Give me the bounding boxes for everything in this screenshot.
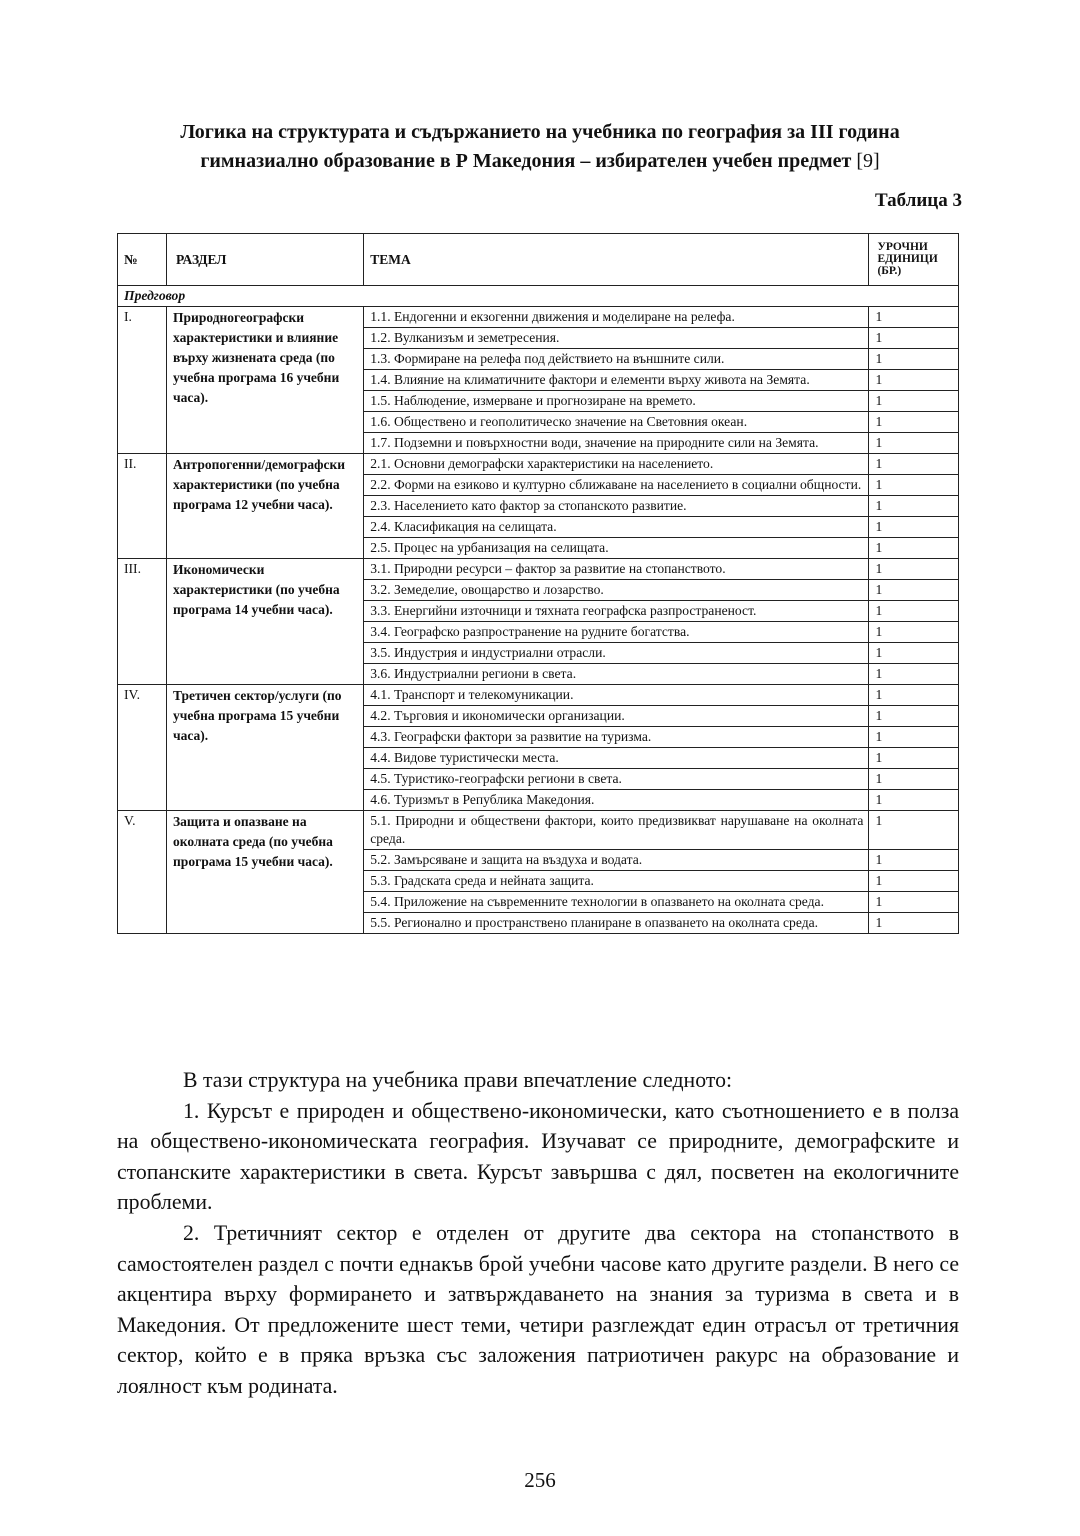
title-line-2 — [110, 147, 970, 176]
units-cell: 1 — [869, 496, 959, 517]
units-cell: 1 — [869, 307, 959, 328]
units-cell: 1 — [869, 748, 959, 769]
topic-cell: 4.2. Търговия и икономически организации. — [364, 706, 869, 727]
topic-cell: 5.4. Приложение на съвременните технологии в опазването на околната среда. — [364, 892, 869, 913]
table-row — [118, 811, 959, 850]
section-number: V. — [118, 811, 167, 934]
topic-cell: 5.3. Градската среда и нейната защита. — [364, 871, 869, 892]
topic-cell: 2.5. Процес на урбанизация на селищата. — [364, 538, 869, 559]
table-body — [118, 286, 959, 934]
preface-cell: Предговор — [118, 286, 959, 307]
topic-cell: 5.5. Регионално и пространствено планиране в опазването на околната среда. — [364, 913, 869, 934]
topic-cell: 5.1. Природни и обществени фактори, които предизвикват нарушаване на околната среда. — [364, 811, 869, 850]
units-cell: 1 — [869, 370, 959, 391]
section-number: III. — [118, 559, 167, 685]
units-cell: 1 — [869, 706, 959, 727]
header-section: РАЗДЕЛ — [167, 234, 364, 286]
section-title: Антропогенни/демографски характеристики (по учебна програма 12 учебни часа). — [167, 454, 364, 559]
curriculum-table — [117, 233, 959, 934]
units-cell: 1 — [869, 580, 959, 601]
units-cell: 1 — [869, 622, 959, 643]
topic-cell: 2.4. Класификация на селищата. — [364, 517, 869, 538]
body-text — [117, 1065, 959, 1402]
units-cell: 1 — [869, 559, 959, 580]
table-row — [118, 307, 959, 328]
topic-cell: 3.5. Индустрия и индустриални отрасли. — [364, 643, 869, 664]
topic-cell: 1.5. Наблюдение, измерване и прогнозиране на времето. — [364, 391, 869, 412]
table-row — [118, 454, 959, 475]
section-number: I. — [118, 307, 167, 454]
topic-cell: 5.2. Замърсяване и защита на въздуха и водата. — [364, 850, 869, 871]
topic-cell: 1.1. Ендогенни и екзогенни движения и моделиране на релефа. — [364, 307, 869, 328]
units-cell: 1 — [869, 349, 959, 370]
page-number: 256 — [524, 1468, 556, 1492]
units-cell: 1 — [869, 517, 959, 538]
topic-cell: 1.7. Подземни и повърхностни води, значение на природните сили на Земята. — [364, 433, 869, 454]
units-cell: 1 — [869, 391, 959, 412]
table-header-row — [118, 234, 959, 286]
section-title: Третичен сектор/услуги (по учебна програма 15 учебни часа). — [167, 685, 364, 811]
preface-row — [118, 286, 959, 307]
units-cell: 1 — [869, 433, 959, 454]
header-units: УРОЧНИ ЕДИНИЦИ (БР.) — [869, 234, 959, 286]
document-title — [110, 118, 970, 176]
units-cell: 1 — [869, 412, 959, 433]
paragraph-intro: В тази структура на учебника прави впечатление следното: — [183, 1068, 733, 1092]
topic-cell: 2.2. Форми на езиково и културно сближаване на населението в социални общности. — [364, 475, 869, 496]
section-title: Природногеографски характеристики и влияние върху жизнената среда (по учебна програма 16 учебни часа). — [167, 307, 364, 454]
topic-cell: 1.3. Формиране на релефа под действието на външните сили. — [364, 349, 869, 370]
table-label: Таблица 3 — [874, 190, 962, 211]
units-cell: 1 — [869, 913, 959, 934]
section-number: IV. — [118, 685, 167, 811]
paragraph-point-2: 2. Третичният сектор е отделен от другите два сектора на стопанството в самостоятелен раздел с почти еднакъв брой учебни часове като другите раздели. В него се акцентира върху формирането и затвърждаването на знания за туризма в света и в Македония. От предложените шест теми, четири разглеждат един отрасъл от третичния сектор, който е в пряка връзка със заложения патриотичен ракурс на образование и лоялност към родината. — [117, 1220, 959, 1398]
units-cell: 1 — [869, 328, 959, 349]
topic-cell: 3.6. Индустриални региони в света. — [364, 664, 869, 685]
topic-cell: 2.1. Основни демографски характеристики на населението. — [364, 454, 869, 475]
units-cell: 1 — [869, 538, 959, 559]
units-cell: 1 — [869, 454, 959, 475]
topic-cell: 2.3. Населението като фактор за стопанското развитие. — [364, 496, 869, 517]
title-line-1: Логика на структурата и съдържанието на учебника по география за III година — [180, 121, 900, 143]
units-cell: 1 — [869, 790, 959, 811]
title-line-2-text: гимназиално образование в Р Македония – избирателен учебен предмет — [200, 150, 852, 172]
paragraph-point-1: 1. Курсът е природен и обществено-икономически, като съотношението е в полза на обществено-икономическата география. Изучават се природните, демографските и стопанските характеристики в света. Курсът завършва с дял, посветен на екологичните проблеми. — [117, 1098, 959, 1215]
units-cell: 1 — [869, 475, 959, 496]
units-cell: 1 — [869, 727, 959, 748]
units-cell: 1 — [869, 643, 959, 664]
units-cell: 1 — [869, 685, 959, 706]
header-topic: ТЕМА — [364, 234, 869, 286]
topic-cell: 4.1. Транспорт и телекомуникации. — [364, 685, 869, 706]
topic-cell: 4.4. Видове туристически места. — [364, 748, 869, 769]
units-cell: 1 — [869, 769, 959, 790]
topic-cell: 4.6. Туризмът в Република Македония. — [364, 790, 869, 811]
units-cell: 1 — [869, 811, 959, 850]
header-number: № — [118, 234, 167, 286]
topic-cell: 4.5. Туристико-географски региони в света. — [364, 769, 869, 790]
title-reference: [9] — [856, 150, 880, 172]
section-title: Икономически характеристики (по учебна програма 14 учебни часа). — [167, 559, 364, 685]
topic-cell: 3.4. Географско разпространение на рудните богатства. — [364, 622, 869, 643]
topic-cell: 4.3. Географски фактори за развитие на туризма. — [364, 727, 869, 748]
units-cell: 1 — [869, 850, 959, 871]
topic-cell: 3.3. Енергийни източници и тяхната географска разпространеност. — [364, 601, 869, 622]
units-cell: 1 — [869, 601, 959, 622]
units-cell: 1 — [869, 664, 959, 685]
topic-cell: 1.6. Обществено и геополитическо значение на Световния океан. — [364, 412, 869, 433]
table-row — [118, 685, 959, 706]
section-title: Защита и опазване на околната среда (по учебна програма 15 учебни часа). — [167, 811, 364, 934]
units-cell: 1 — [869, 892, 959, 913]
topic-cell: 1.2. Вулканизъм и земетресения. — [364, 328, 869, 349]
topic-cell: 3.2. Земеделие, овощарство и лозарство. — [364, 580, 869, 601]
topic-cell: 3.1. Природни ресурси – фактор за развитие на стопанството. — [364, 559, 869, 580]
section-number: II. — [118, 454, 167, 559]
topic-cell: 1.4. Влияние на климатичните фактори и елементи върху живота на Земята. — [364, 370, 869, 391]
table-row — [118, 559, 959, 580]
units-cell: 1 — [869, 871, 959, 892]
